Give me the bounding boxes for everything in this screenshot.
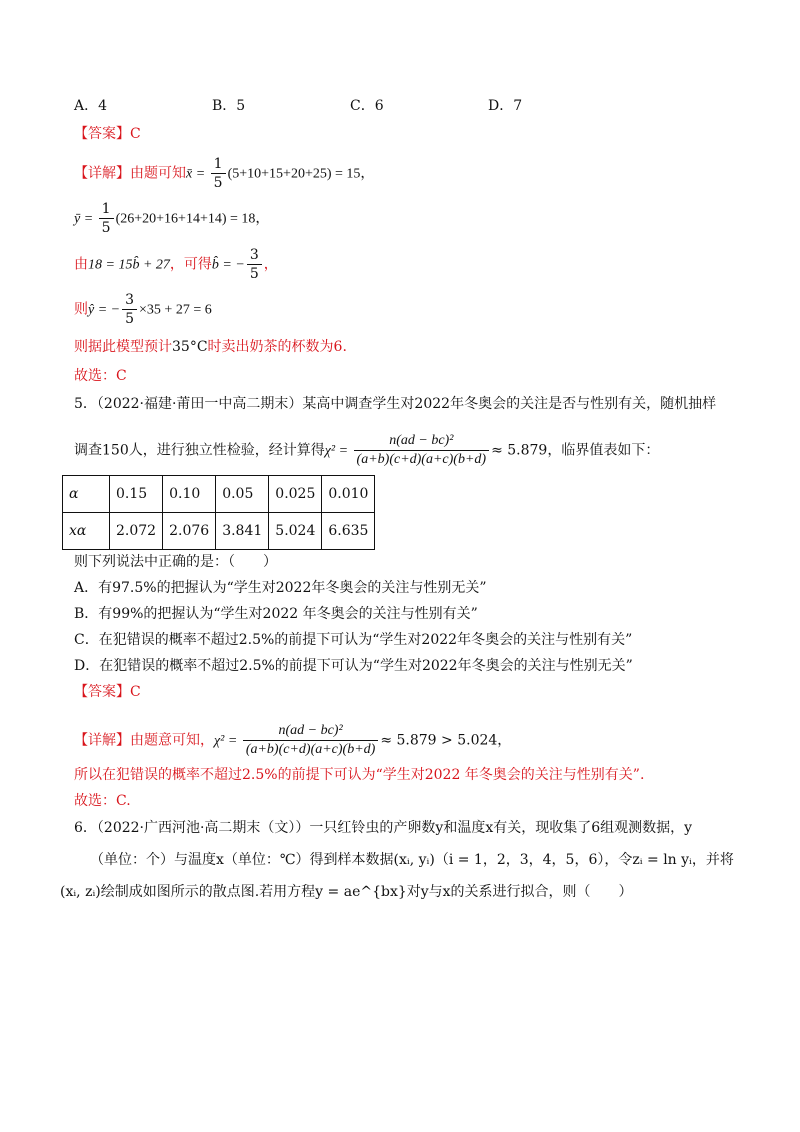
- table-cell: 0.10: [163, 476, 216, 513]
- answer-value: C: [130, 126, 141, 142]
- q5-option-b: B．有99%的把握认为“学生对2022 年冬奥会的关注与性别有关”: [74, 606, 478, 622]
- q4-detail-ybar: [74, 200, 269, 237]
- table-cell: 3.841: [216, 513, 269, 550]
- q4-answer: [74, 124, 141, 144]
- table-cell: 6.635: [322, 513, 375, 550]
- q6-line2: （单位：个）与温度x（单位：℃）得到样本数据(xᵢ, yᵢ)（i = 1，2，3，4，5，6），令zᵢ = ln yᵢ，并将: [90, 852, 734, 868]
- q5-stem-line1: 5．（2022·福建·莆田一中高二期末）某高中调查学生对2022年冬奥会的关注是否与性别有关，随机抽样: [74, 396, 717, 412]
- table-cell: 0.05: [216, 476, 269, 513]
- q5-answer: [74, 682, 141, 702]
- b-end: ，: [263, 256, 278, 273]
- detail-tag: 【详解】: [74, 165, 130, 182]
- detail-prefix: 由题可知: [130, 165, 186, 182]
- fraction: $\frac{3}{5}$: [122, 291, 137, 328]
- chi-fraction: $\frac{\text{n(ad − bc)²}}{(a+b)(c+d)(a+c)(b+d)}$: [243, 722, 379, 759]
- q6-line1: 6．（2022·广西河池·高二期末（文））一只红铃虫的产卵数y和温度x有关，现收集了6组观测数据，y: [74, 820, 693, 836]
- q4-detail-xbar: [74, 155, 374, 192]
- chi-fraction: $\frac{\text{n(ad − bc)²}}{(a+b)(c+d)(a+c)(b+d)}$: [354, 432, 490, 469]
- q4-options: [74, 96, 626, 116]
- q4-option-a: A．4: [74, 98, 108, 114]
- row-label: α: [63, 476, 110, 513]
- word-kede: ，可得: [169, 256, 212, 273]
- table-cell: 0.025: [269, 476, 322, 513]
- q6-line3: (xᵢ, zᵢ)绘制成如图所示的散点图.若用方程y = ae^{bx}对y与x的关系进行拟合，则（ ）: [60, 884, 633, 900]
- q5-option-d: D．在犯错误的概率不超过2.5%的前提下可认为“学生对2022年冬奥会的关注与性别无关”: [74, 658, 633, 674]
- table-cell: 0.010: [322, 476, 375, 513]
- answer-value: C: [130, 684, 141, 700]
- word-you: 由: [74, 256, 88, 273]
- chi-lhs: χ² =: [324, 443, 352, 459]
- q4-conclusion: 则据此模型预计35°C时卖出奶茶的杯数为6.: [74, 339, 347, 355]
- table-cell: 5.024: [269, 513, 322, 550]
- ybar-eq: ȳ =: [74, 211, 97, 227]
- detail-tag: 【详解】: [74, 732, 130, 749]
- table-cell: 2.072: [110, 513, 163, 550]
- table-row: [63, 476, 375, 513]
- detail-prefix: 由题意可知，: [130, 732, 214, 749]
- answer-tag: 【答案】: [74, 126, 130, 142]
- answer-tag: 【答案】: [74, 684, 130, 700]
- chi-lhs: χ² =: [214, 733, 241, 749]
- fraction: $\frac{1}{5}$: [99, 200, 114, 237]
- q4-detail-yhat: [74, 291, 212, 328]
- eq-b: 18 = 15b̂ + 27: [88, 257, 170, 273]
- fraction: $\frac{3}{5}$: [247, 246, 262, 283]
- chi-rest: ≈ 5.879，临界值表如下：: [491, 442, 660, 459]
- q5-choice: 故选：C.: [74, 793, 131, 809]
- word-ze: 则: [74, 301, 88, 318]
- xbar-rest: (5+10+15+20+25) = 15，: [227, 166, 375, 182]
- q5-detail: [74, 722, 511, 759]
- critical-value-table: [62, 475, 375, 550]
- b-lhs: b̂ = −: [211, 257, 245, 273]
- q5-question: 则下列说法中正确的是：（ ）: [74, 554, 277, 570]
- temperature: 35°C: [172, 339, 208, 355]
- chi-rest2: ≈ 5.879 > 5.024，: [380, 732, 512, 749]
- q5-option-a: A．有97.5%的把握认为“学生对2022年冬奥会的关注与性别无关”: [74, 580, 487, 596]
- ybar-rest: (26+20+16+14+14) = 18，: [115, 211, 270, 227]
- q5-conclusion: 所以在犯错误的概率不超过2.5%的前提下可认为“学生对2022 年冬奥会的关注与性别有关”.: [74, 767, 645, 783]
- yhat-rest: ×35 + 27 = 6: [139, 302, 212, 318]
- xbar-eq: x̄ =: [186, 166, 209, 182]
- fraction: $\frac{1}{5}$: [211, 155, 226, 192]
- table-cell: 2.076: [163, 513, 216, 550]
- table-row: [63, 513, 375, 550]
- q4-option-c: C．6: [350, 98, 384, 114]
- table-cell: 0.15: [110, 476, 163, 513]
- row-label: xα: [63, 513, 110, 550]
- q4-choice: 故选：C: [74, 368, 127, 384]
- yhat-lhs: ŷ = −: [88, 302, 121, 318]
- q5-stem-line2: 调查150人，进行独立性检验，经计算得χ² = $\frac{\text{n(ad − bc)²}}{(a+b)(c+d)(a+c)(b+d)}$ ≈ 5.879，临界值表如下：: [74, 433, 660, 467]
- q4-detail-bhat: [74, 246, 278, 283]
- q4-option-b: B．5: [212, 98, 246, 114]
- q5-option-c: C．在犯错误的概率不超过2.5%的前提下可认为“学生对2022年冬奥会的关注与性别有关”: [74, 632, 633, 648]
- q4-option-d: D．7: [488, 98, 523, 114]
